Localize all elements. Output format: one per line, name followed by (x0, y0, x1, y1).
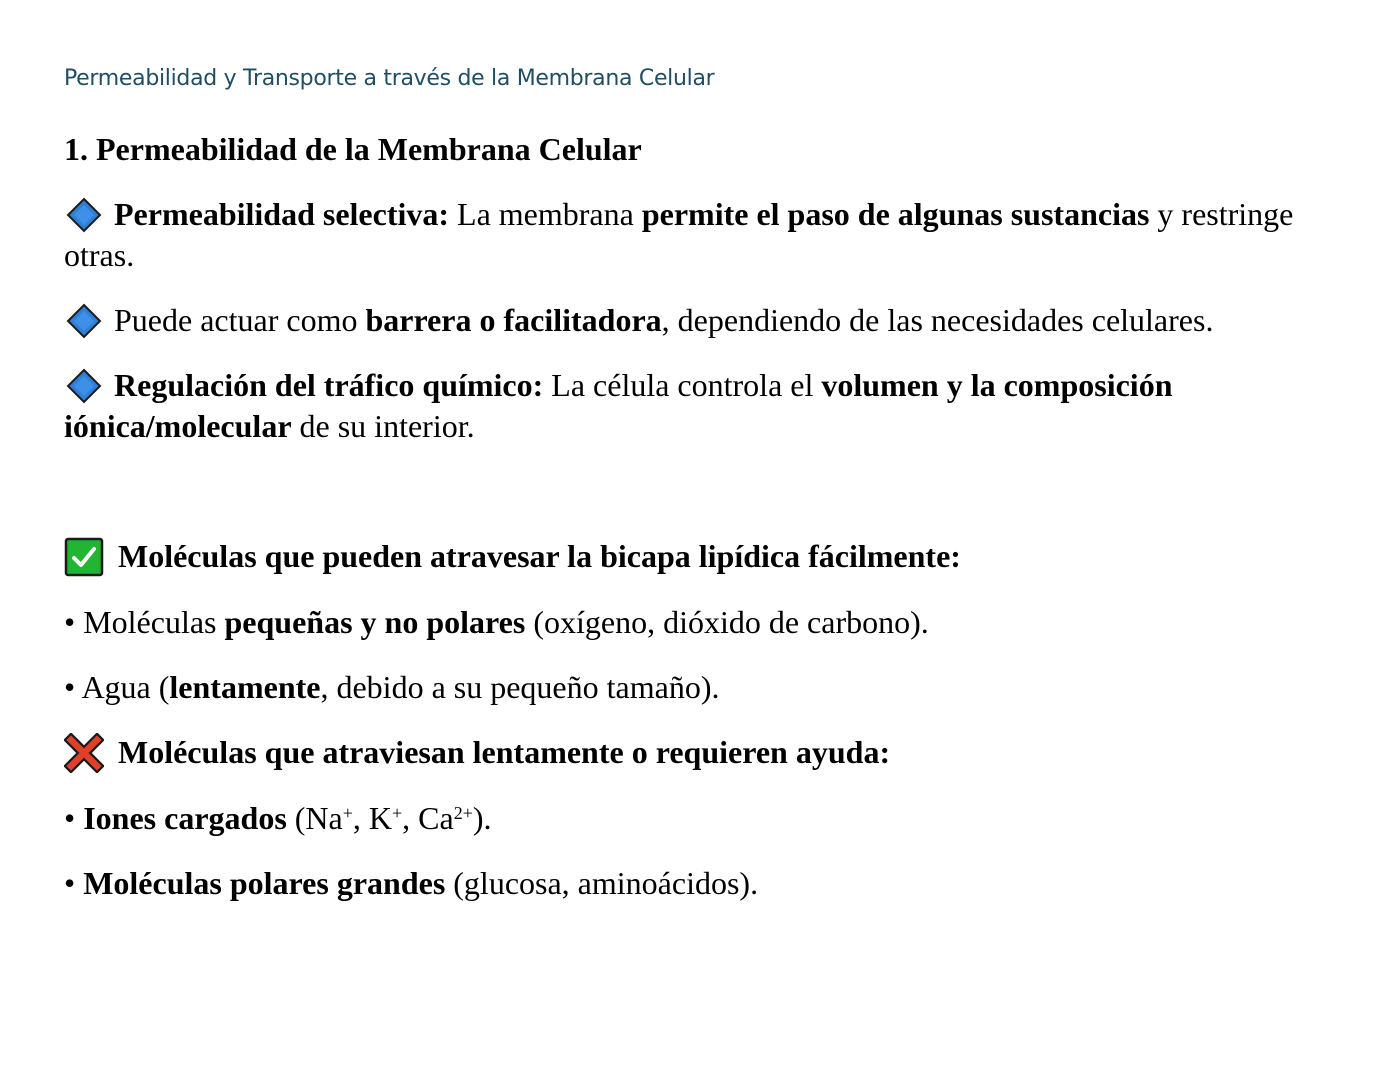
item-text: La célula controla el (543, 367, 822, 403)
superscript: 2+ (453, 803, 473, 823)
list-item (64, 602, 1354, 643)
list-item (64, 863, 1354, 904)
item-text: (oxígeno, dióxido de carbono). (525, 604, 929, 640)
section-heading-slow (64, 732, 1354, 773)
item-text: Agua ( (75, 669, 170, 705)
item-text: (Na (286, 800, 343, 836)
list-item (64, 300, 1364, 341)
item-text: y restringe otras. (64, 196, 1294, 273)
item-text: , K (352, 800, 392, 836)
section-heading-easy (64, 536, 1354, 577)
superscript: + (342, 803, 353, 823)
item-text: ). (472, 800, 492, 836)
list-item (64, 365, 1354, 447)
item-text: La membrana (449, 196, 642, 232)
item-bold-text: Iones cargados (83, 800, 287, 836)
superscript: + (392, 803, 403, 823)
item-text: (glucosa, aminoácidos). (445, 865, 759, 901)
list-item (64, 194, 1354, 276)
item-bold-lead: Permeabilidad selectiva: (114, 196, 450, 232)
section-heading-text: Moléculas que atraviesan lentamente o requieren ayuda: (118, 734, 891, 770)
item-bold-lead: Regulación del tráfico químico: (114, 367, 544, 403)
document-title: Permeabilidad y Transporte a través de la Membrana Celular (64, 66, 715, 91)
item-bold-text: pequeñas y no polares (224, 604, 526, 640)
green-check-icon (64, 537, 104, 577)
item-bold-text: volumen y la composición iónica/molecular (64, 367, 1173, 444)
blue-diamond-icon (64, 303, 104, 339)
list-item (64, 667, 1354, 708)
section-heading-permeabilidad: 1. Permeabilidad de la Membrana Celular (64, 131, 642, 167)
item-bold-text: barrera o facilitadora (365, 302, 662, 338)
bullet: • (64, 669, 76, 705)
blue-diamond-icon (64, 197, 104, 233)
item-text: Puede actuar como (114, 302, 366, 338)
item-text: , Ca (402, 800, 454, 836)
item-bold-text: permite el paso de algunas sustancias (641, 196, 1150, 232)
item-text: Moléculas (75, 604, 225, 640)
bullet: • (64, 604, 76, 640)
red-cross-icon (64, 733, 104, 773)
blue-diamond-icon (64, 368, 104, 404)
bullet: • (64, 865, 76, 901)
item-text: , debido a su pequeño tamaño). (320, 669, 720, 705)
list-item (64, 798, 1354, 844)
item-text: de su interior. (291, 408, 475, 444)
item-bold-text: lentamente (169, 669, 321, 705)
section-heading-text: Moléculas que pueden atravesar la bicapa lipídica fácilmente: (118, 538, 961, 574)
item-text: , dependiendo de las necesidades celulares. (661, 302, 1214, 338)
bullet: • (64, 800, 76, 836)
item-bold-text: Moléculas polares grandes (83, 865, 446, 901)
